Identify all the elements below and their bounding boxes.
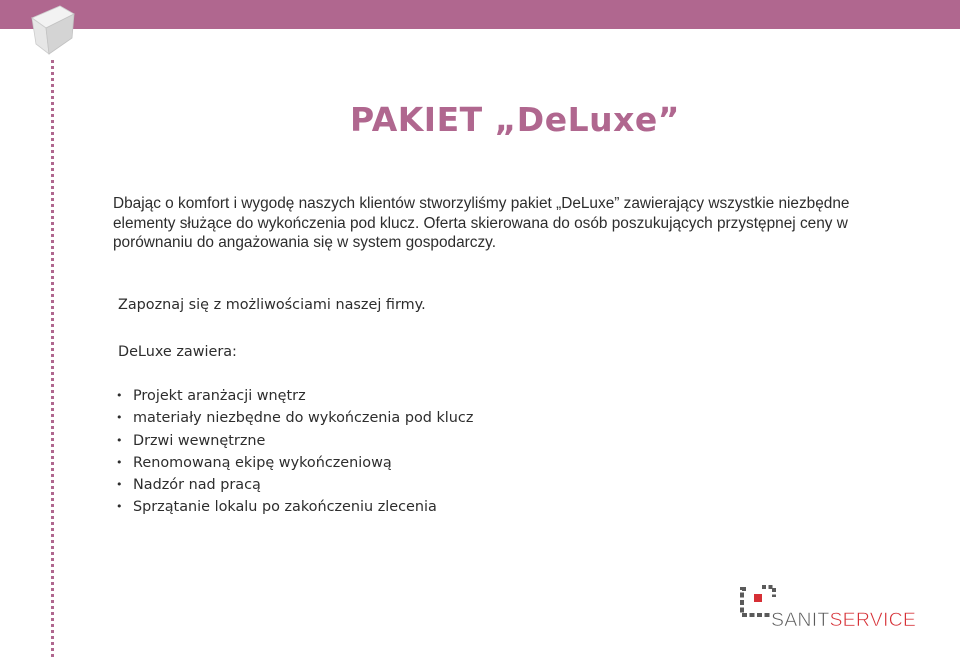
feature-label: Drzwi wewnętrzne xyxy=(133,432,266,449)
feature-label: Renomowaną ekipę wykończeniową xyxy=(133,454,392,471)
page-title: PAKIET „DeLuxe” xyxy=(350,100,680,139)
feature-label: Nadzór nad pracą xyxy=(133,477,261,494)
list-heading: DeLuxe zawiera: xyxy=(118,344,237,360)
logo-word-part1: SANIT xyxy=(771,609,830,631)
features-list xyxy=(114,385,473,519)
top-color-band xyxy=(0,0,960,29)
feature-label: Sprzątanie lokalu po zakończeniu zlecenia xyxy=(133,499,437,516)
list-item xyxy=(114,430,473,452)
list-item xyxy=(114,496,473,518)
logo-wordmark xyxy=(771,609,916,632)
bullet: • xyxy=(116,389,123,402)
feature-label: materiały niezbędne do wykończenia pod klucz xyxy=(133,410,474,427)
bullet: • xyxy=(116,411,123,425)
company-logo xyxy=(740,585,945,633)
feature-label: Projekt aranżacji wnętrz xyxy=(133,388,306,404)
list-item xyxy=(114,452,473,474)
intro-paragraph: Dbając o komfort i wygodę naszych klientów stworzyliśmy pakiet „DeLuxe” zawierający wszystkie niezbędne elementy służące do wykończenia pod klucz. Oferta skierowana do osób poszukujących przystępnej ceny w porównaniu do angażowania się w system gospodarczy. xyxy=(113,195,850,251)
invitation-text: Zapoznaj się z możliwościami naszej firmy. xyxy=(118,297,426,313)
logo-word-part2: SERVICE xyxy=(829,609,917,631)
bullet: • xyxy=(116,478,123,492)
dotted-vertical-divider xyxy=(51,60,54,657)
list-item xyxy=(114,474,473,496)
bullet: • xyxy=(116,500,123,514)
cube-icon xyxy=(28,2,78,61)
list-item xyxy=(114,407,473,429)
bullet: • xyxy=(116,455,123,469)
bullet: • xyxy=(116,433,123,447)
list-item xyxy=(114,385,473,407)
